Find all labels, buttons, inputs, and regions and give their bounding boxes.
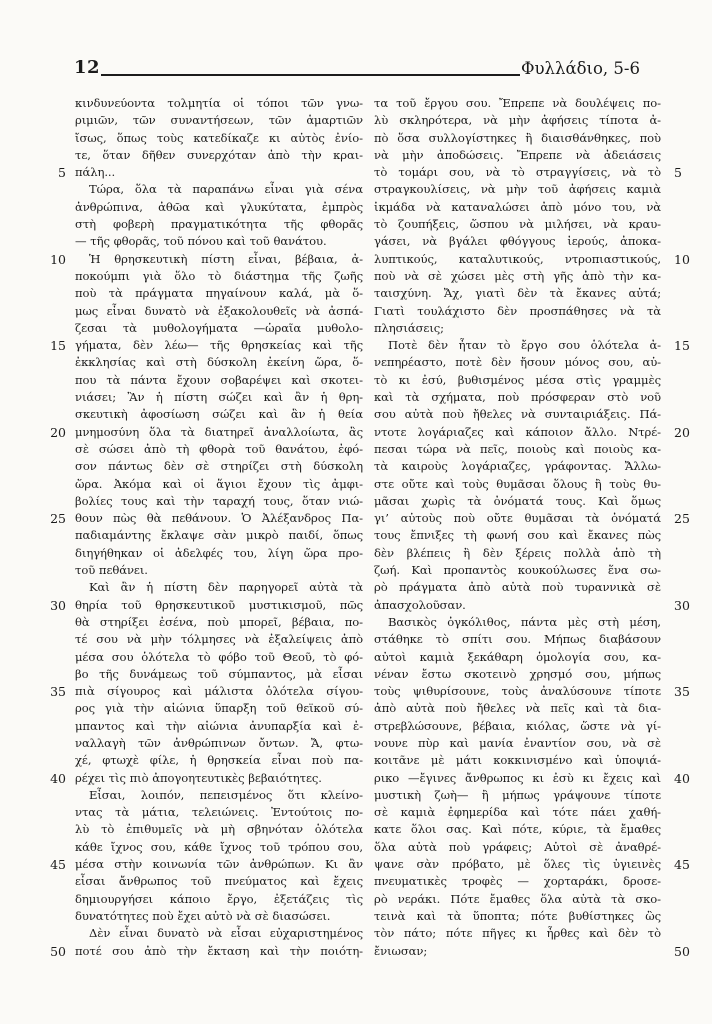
- text-line: γι’ αὐτοὺς ποὺ οὔτε θυμᾶσαι τὰ ὀνόματά: [374, 511, 661, 526]
- text-line: γάσει, νὰ βγάλει φθόγγους ἱερούς, ἀποκα-: [374, 234, 661, 249]
- line-number: [674, 389, 704, 406]
- text-line: στάθηκε τὸ σπίτι σου. Μήπως διαβάσουν: [374, 632, 661, 647]
- text-line: ρος γιὰ τὴν αἰώνια ὕπαρξη τοῦ θεϊκοῦ σύ-: [75, 701, 363, 716]
- text-line: εἶσαι ἄνθρωπος τοῦ πνεύματος καὶ ἔχεις: [75, 874, 363, 889]
- line-number: 20: [674, 424, 690, 440]
- line-number: [34, 130, 66, 147]
- line-number: [674, 527, 704, 544]
- text-line: σκευτικὴ ἀφοσίωση σώζει καὶ ἂν ἡ θεία: [75, 407, 363, 422]
- text-line: παδιαμάντης ἔκλαψε σὰν μικρὸ παιδί, ὅπως: [75, 528, 363, 543]
- line-number: [674, 839, 704, 856]
- line-number: [34, 821, 66, 838]
- line-number: [34, 527, 66, 544]
- text-line: Γιατὶ τουλάχιστο δὲν προσπάθησες νὰ τὰ: [374, 303, 661, 318]
- text-line: κατε ὅλοι σας. Καὶ πότε, κύριε, τὰ ἔμαθες: [374, 822, 661, 837]
- text-line: θηρία τοῦ θρησκευτικοῦ μυστικισμοῦ, πῶς: [75, 597, 363, 612]
- text-line: τὸν πάτο; πότε πῆγες κι ἦρθες καὶ δὲν τὸ: [374, 926, 661, 941]
- line-number: [34, 216, 66, 233]
- line-number: [674, 649, 704, 666]
- line-number: [34, 752, 66, 769]
- text-line: βολίες τους καὶ τὴν ταραχή τους, ὅταν νιώ-: [75, 493, 363, 508]
- line-number: [674, 354, 704, 371]
- text-line: ποτέ σου ἀπὸ τὴν ἔκταση καὶ τὴν ποιότη-: [75, 943, 363, 958]
- text-line: πιὰ σίγουρος καὶ μάλιστα ὁλότελα σίγου-: [75, 684, 363, 699]
- text-line: τέ σου νὰ μὴν τόλμησες νὰ ἐξαλείψεις ἀπὸ: [75, 632, 363, 647]
- text-line: θὰ στηρίξει ἐσένα, ποὺ μπορεῖ, βέβαια, πο-: [75, 614, 363, 629]
- line-number: [34, 718, 66, 735]
- text-line: σὲ σώσει ἀπὸ τὴ φθορὰ τοῦ θανάτου, ἐφό-: [75, 441, 363, 456]
- line-number: [674, 181, 704, 198]
- line-number: 10: [50, 251, 66, 267]
- header-rule: [101, 74, 520, 76]
- text-line: μπαντος καὶ τὴν αἰώνια ἀνυπαρξία καὶ ἐ-: [75, 718, 363, 733]
- text-line: πλησιάσεις;: [374, 320, 444, 335]
- line-number: [34, 700, 66, 717]
- text-line: καὶ τὰ σχήματα, ποὺ πρόσφεραν στὸ νοῦ: [374, 390, 661, 405]
- line-number: [34, 303, 66, 320]
- line-number: [34, 199, 66, 216]
- text-line: θουν πὼς θὰ πεθάνουν. Ὁ Ἀλέξανδρος Πα-: [75, 511, 363, 526]
- line-number: [674, 562, 704, 579]
- text-line: λὺ σκληρότερα, νὰ μὴν ἀφήσεις τίποτα ἀ-: [374, 113, 661, 128]
- line-number: [674, 700, 704, 717]
- line-number: [34, 614, 66, 631]
- text-line: τους ἔπνιξες τὴ φωνή σου καὶ ἔκανες πὼς: [374, 528, 661, 543]
- line-number: [34, 891, 66, 908]
- line-number: [674, 233, 704, 250]
- line-number: [34, 389, 66, 406]
- text-line: διηγήθηκαν οἱ ἀδελφές του, λίγη ὥρα προ-: [75, 545, 363, 560]
- line-number: 25: [674, 511, 690, 527]
- text-line: σὲ καμιὰ ἐφημερίδα καὶ τότε πάει χαθή-: [374, 805, 661, 820]
- text-line: στε οὔτε καὶ τοὺς θυμᾶσαι ὅλους ἢ τοὺς θυ-: [374, 476, 661, 491]
- text-line: Δὲν εἶναι δυνατὸ νὰ εἶσαι εὐχαριστημένος: [89, 926, 363, 941]
- line-number: [34, 112, 66, 129]
- text-line: ἰκμάδα νὰ καταναλώσει ἀπὸ μόνο του, νὰ: [374, 199, 661, 214]
- page-number: 12: [74, 57, 101, 78]
- line-number: [34, 839, 66, 856]
- text-line: ρικο —ἔγινες ἄνθρωπος κι ἐσὺ κι ἔχεις καὶ: [374, 770, 661, 785]
- text-line: τε, ὅταν δῆθεν συνερχόταν ἀπὸ τὴν κραι-: [75, 147, 363, 162]
- line-number: [34, 873, 66, 890]
- line-number: 15: [50, 338, 66, 354]
- text-line: ντας τὰ μάτια, τελειώνεις. Ἐντούτοις πο-: [75, 805, 363, 820]
- text-line: τοὺς ψιθυρίσουνε, τοὺς ἀναλύσουνε τίποτε: [374, 684, 661, 699]
- line-number: [674, 303, 704, 320]
- text-line: στὴ φοβερὴ πραγματικότητα τῆς φθορᾶς: [75, 217, 363, 232]
- line-number: [674, 925, 704, 942]
- line-number: [674, 787, 704, 804]
- text-line: τὸ κι ἐσύ, βυθισμένος μέσα στὶς γραμμὲς: [374, 372, 661, 387]
- text-line: ἀνθρώπινα, ἀθῶα καὶ γλυκύτατα, ἐμπρὸς: [75, 199, 363, 214]
- text-line: ρέχει τὶς πιὸ ἀπογοητευτικὲς βεβαιότητες.: [75, 770, 322, 785]
- line-number: 35: [674, 684, 690, 700]
- line-number: [34, 735, 66, 752]
- line-number: [674, 476, 704, 493]
- line-number: 40: [674, 770, 690, 786]
- text-line: ψανε σὰν πρόβατο, μὲ ὅλες τὶς ὑγιεινὲς: [374, 857, 661, 872]
- line-number: [674, 718, 704, 735]
- line-number: [674, 268, 704, 285]
- text-line: ριμιῶν, τῶν συναντήσεων, τῶν ἁμαρτιῶν: [75, 113, 363, 128]
- left-line-numbers: [34, 95, 66, 960]
- line-number: [34, 372, 66, 389]
- text-line: ζεσαι τὰ μυθολογήματα —ὡραῖα μυθολο-: [75, 320, 363, 335]
- text-line: — τῆς φθορᾶς, τοῦ πόνου καὶ τοῦ θανάτου.: [75, 234, 327, 249]
- line-number: [34, 925, 66, 942]
- line-number: [34, 666, 66, 683]
- line-number: [674, 545, 704, 562]
- text-line: ἀπὸ αὐτὰ ποὺ ἤθελες νὰ πεῖς καὶ τὰ δια-: [374, 701, 661, 716]
- text-line: ρὸ νεράκι. Πότε ἔμαθες ὅλα αὐτὰ τὰ σκο-: [374, 891, 661, 906]
- text-line: πεσαι τώρα νὰ πεῖς, ποιοὺς καὶ ποιοὺς κα-: [374, 441, 661, 456]
- text-line: ἀπασχολοῦσαν.: [374, 597, 466, 612]
- line-number: 25: [50, 511, 66, 527]
- text-line: μέσα στὴν κοινωνία τῶν ἀνθρώπων. Κι ἂν: [75, 857, 363, 872]
- line-number: [674, 285, 704, 302]
- line-number: [674, 95, 704, 112]
- line-number: [34, 631, 66, 648]
- text-line: μυστικὴ ζωὴ— ἢ μήπως γράψουνε τίποτε: [374, 787, 661, 802]
- line-number: [34, 458, 66, 475]
- line-number: 30: [674, 597, 690, 613]
- text-line: πὸ ὅσα συλλογίστηκες ἢ διαισθάνθηκες, ποὺ: [374, 130, 661, 145]
- text-line: νιάσει; Ἂν ἡ πίστη σώζει καὶ ἂν ἡ θρη-: [75, 390, 363, 405]
- text-line: Τώρα, ὅλα τὰ παραπάνω εἶναι γιὰ σένα: [89, 182, 363, 197]
- line-number: [34, 545, 66, 562]
- page-header: [74, 52, 640, 78]
- text-line: ἴσως, ὅπως τοὺς κατεδίκαζε κι αὐτὸς ἐνίο-: [75, 130, 363, 145]
- text-line: τα τοῦ ἔργου σου. Ἔπρεπε νὰ δουλέψεις πο-: [374, 96, 661, 110]
- text-line: Ποτὲ δὲν ἦταν τὸ ἔργο σου ὁλότελα ἀ-: [388, 338, 661, 353]
- line-number: [674, 735, 704, 752]
- line-number: [34, 285, 66, 302]
- line-number: 30: [50, 597, 66, 613]
- text-line: ζωή. Καὶ προπαντὸς κουκούλωσες ἕνα σω-: [374, 563, 661, 578]
- text-line: ρὸ πράγματα ἀπὸ αὐτὰ ποὺ τυραννικὰ σὲ: [374, 580, 661, 595]
- text-line: μνημοσύνη ὅλα τὰ διατηρεῖ ἀναλλοίωτα, ἂς: [75, 424, 363, 439]
- text-line: νεπηρέαστο, ποτὲ δὲν ἤσουν μόνος σου, αὐ-: [374, 355, 661, 370]
- text-line: μᾶσαι χωρὶς τὰ ὀνόματά τους. Καὶ ὅμως: [374, 493, 661, 508]
- line-number: [674, 631, 704, 648]
- line-number: [34, 95, 66, 112]
- line-number: [674, 873, 704, 890]
- text-line: βο τῆς δυνάμεως τοῦ σύμπαντος, μὰ εἶσαι: [75, 666, 363, 681]
- right-column-text: [374, 95, 661, 960]
- line-number: [674, 752, 704, 769]
- line-number: [34, 579, 66, 596]
- text-line: λυπτικούς, καταλυτικούς, ντροπιαστικούς,: [374, 251, 661, 266]
- line-number: [674, 199, 704, 216]
- line-number: [674, 406, 704, 423]
- text-line: πάλη...: [75, 165, 116, 180]
- line-number: [34, 562, 66, 579]
- line-number: [34, 787, 66, 804]
- line-number: [34, 233, 66, 250]
- text-line: ποὺ νὰ σὲ χώσει μὲς στὴ γῆς ἀπὸ τὴν κα-: [374, 268, 661, 283]
- text-line: σου αὐτὰ ποὺ ἤθελες νὰ συνταιριάξεις. Πά-: [374, 407, 661, 422]
- text-line: τὸ τομάρι σου, νὰ τὸ στραγγίσεις, νὰ τὸ: [374, 165, 661, 180]
- text-line: ποὺ τὰ πράγματα πηγαίνουν καλά, μὰ ὅ-: [75, 286, 363, 301]
- text-line: κινδυνεύοντα τολμητία οἱ τόποι τῶν γνω-: [75, 96, 363, 110]
- text-line: ἔνιωσαν;: [374, 943, 428, 958]
- text-line: δυνατότητες ποὺ ἔχει αὐτὸ νὰ σὲ διασώσει.: [75, 908, 331, 923]
- text-line: Καὶ ἂν ἡ πίστη δὲν παρηγορεῖ αὐτὰ τὰ: [89, 580, 363, 595]
- line-number: 50: [674, 943, 690, 959]
- line-number: 45: [50, 857, 66, 873]
- line-number: [674, 216, 704, 233]
- line-number: [674, 147, 704, 164]
- line-number: 10: [674, 251, 690, 267]
- line-number: 5: [674, 165, 682, 181]
- text-line: στραγκουλίσεις, νὰ μὴν τοῦ ἀφήσεις καμιὰ: [374, 182, 661, 197]
- text-line: Ἡ θρησκευτικὴ πίστη εἶναι, βέβαια, ἀ-: [89, 251, 363, 266]
- text-line: που τὰ πάντα ἔχουν σοβαρέψει καὶ σκοτει-: [75, 372, 363, 387]
- text-line: μως εἶναι δυνατὸ νὰ ἐξακολουθεῖς νὰ ἀσπά-: [75, 303, 363, 318]
- line-number: [34, 354, 66, 371]
- text-line: Βασικὸς ὀγκόλιθος, πάντα μὲς στὴ μέση,: [388, 614, 661, 629]
- text-line: λὺ τὸ ἐπιθυμεῖς νὰ μὴ σβηνόταν ὁλότελα: [75, 822, 363, 837]
- line-number: 35: [50, 684, 66, 700]
- text-line: νουνε πὺρ καὶ μανία ἐναντίον σου, νὰ σὲ: [374, 735, 661, 750]
- line-number: [34, 441, 66, 458]
- text-line: τὰ καιροὺς λογάριαζες, γράφοντας. Ἄλλω-: [374, 459, 661, 474]
- line-number: [674, 821, 704, 838]
- line-number: 50: [50, 943, 66, 959]
- line-number: [674, 112, 704, 129]
- line-number: [674, 458, 704, 475]
- text-line: ὅλα αὐτὰ ποὺ γράφεις; Αὐτοὶ σὲ ἀναθρέ-: [374, 839, 661, 854]
- text-line: τεινὰ καὶ τὰ ὕποπτα; πότε βυθίστηκες ὣς: [374, 908, 661, 923]
- line-number: 15: [674, 338, 690, 354]
- line-number: [34, 804, 66, 821]
- line-number: [674, 614, 704, 631]
- text-line: ναλλαγὴ τῶν ἀνθρώπινων ὄντων. Ἄ, φτω-: [75, 735, 363, 750]
- line-number: [674, 320, 704, 337]
- text-line: νὰ μὴν ἀποδώσεις. Ἔπρεπε νὰ ἀδειάσεις: [374, 147, 661, 162]
- header-title: Φυλλάδιο, 5-6: [520, 58, 640, 78]
- text-line: τὸ ζουπήξεις, ὥσπου νὰ μιλήσει, νὰ κραυ-: [374, 217, 661, 232]
- text-line: κοιτᾶνε μὲ μάτι κοκκινισμένο καὶ ὑποψιά-: [374, 753, 661, 768]
- text-line: κάθε ἴχνος σου, κάθε ἴχνος τοῦ τρόπου σου,: [75, 839, 363, 854]
- text-line: Εἶσαι, λοιπόν, πεπεισμένος ὅτι κλείνο-: [89, 787, 363, 802]
- line-number: 20: [50, 424, 66, 440]
- text-line: σον πάντως δὲν σὲ στηρίζει στὴ δύσκολη: [75, 459, 363, 474]
- line-number: [34, 147, 66, 164]
- text-line: δημιουργήσει κάποιο ἔργο, ἐξετάζεις τὶς: [75, 891, 363, 906]
- text-line: ταισχύνη. Ἄχ, γιατὶ δὲν τὰ ἔκανες αὐτά;: [374, 286, 661, 301]
- text-line: γήματα, δὲν λέω— τῆς θρησκείας καὶ τῆς: [75, 338, 363, 353]
- line-number: [674, 666, 704, 683]
- line-number: [34, 649, 66, 666]
- text-line: ντοτε λογάριαζες καὶ κάποιον ἄλλο. Ντρέ-: [374, 424, 661, 439]
- line-number: [674, 579, 704, 596]
- text-line: δὲν βλέπεις ἢ δὲν ξέρεις πολλὰ ἀπὸ τὴ: [374, 545, 661, 560]
- text-line: χέ, φτωχὲ φίλε, ἡ θρησκεία εἶναι ποὺ πα-: [75, 753, 363, 768]
- line-number: [34, 908, 66, 925]
- line-number: [34, 268, 66, 285]
- text-line: αὐτοὶ καμιὰ ξεκάθαρη ὁμολογία σου, κα-: [374, 649, 661, 664]
- line-number: [674, 441, 704, 458]
- line-number: 40: [50, 770, 66, 786]
- text-line: νέναν ἔστω σκοτεινὸ χρησμό σου, μήπως: [374, 666, 661, 681]
- text-line: ὥρα. Ἀκόμα καὶ οἱ ἅγιοι ἔχουν τὶς ἀμφι-: [75, 476, 363, 491]
- line-number: [674, 891, 704, 908]
- text-line: ποκούμπι γιὰ ὅλο τὸ διάστημα τῆς ζωῆς: [75, 268, 363, 283]
- left-column-text: [75, 95, 363, 960]
- line-number: [674, 130, 704, 147]
- text-line: τοῦ πεθάνει.: [75, 563, 148, 578]
- line-number: 45: [674, 857, 690, 873]
- line-number: [34, 181, 66, 198]
- line-number: 5: [58, 165, 66, 181]
- line-number: [34, 406, 66, 423]
- line-number: [674, 804, 704, 821]
- text-line: ἐκκλησίας καὶ στὴ δύσκολη ἐκείνη ὥρα, ὅ-: [75, 355, 363, 370]
- text-line: πνευματικὲς τροφὲς — χορταράκι, δροσε-: [374, 874, 661, 889]
- line-number: [674, 372, 704, 389]
- line-number: [34, 493, 66, 510]
- line-number: [674, 908, 704, 925]
- line-number: [34, 320, 66, 337]
- right-line-numbers: [674, 95, 704, 960]
- text-line: στρεβλώσουνε, βέβαια, κιόλας, ὥστε νὰ γί-: [374, 718, 661, 733]
- line-number: [674, 493, 704, 510]
- line-number: [34, 476, 66, 493]
- text-line: μέσα σου ὁλότελα τὸ φόβο τοῦ Θεοῦ, τὸ φό-: [75, 649, 363, 664]
